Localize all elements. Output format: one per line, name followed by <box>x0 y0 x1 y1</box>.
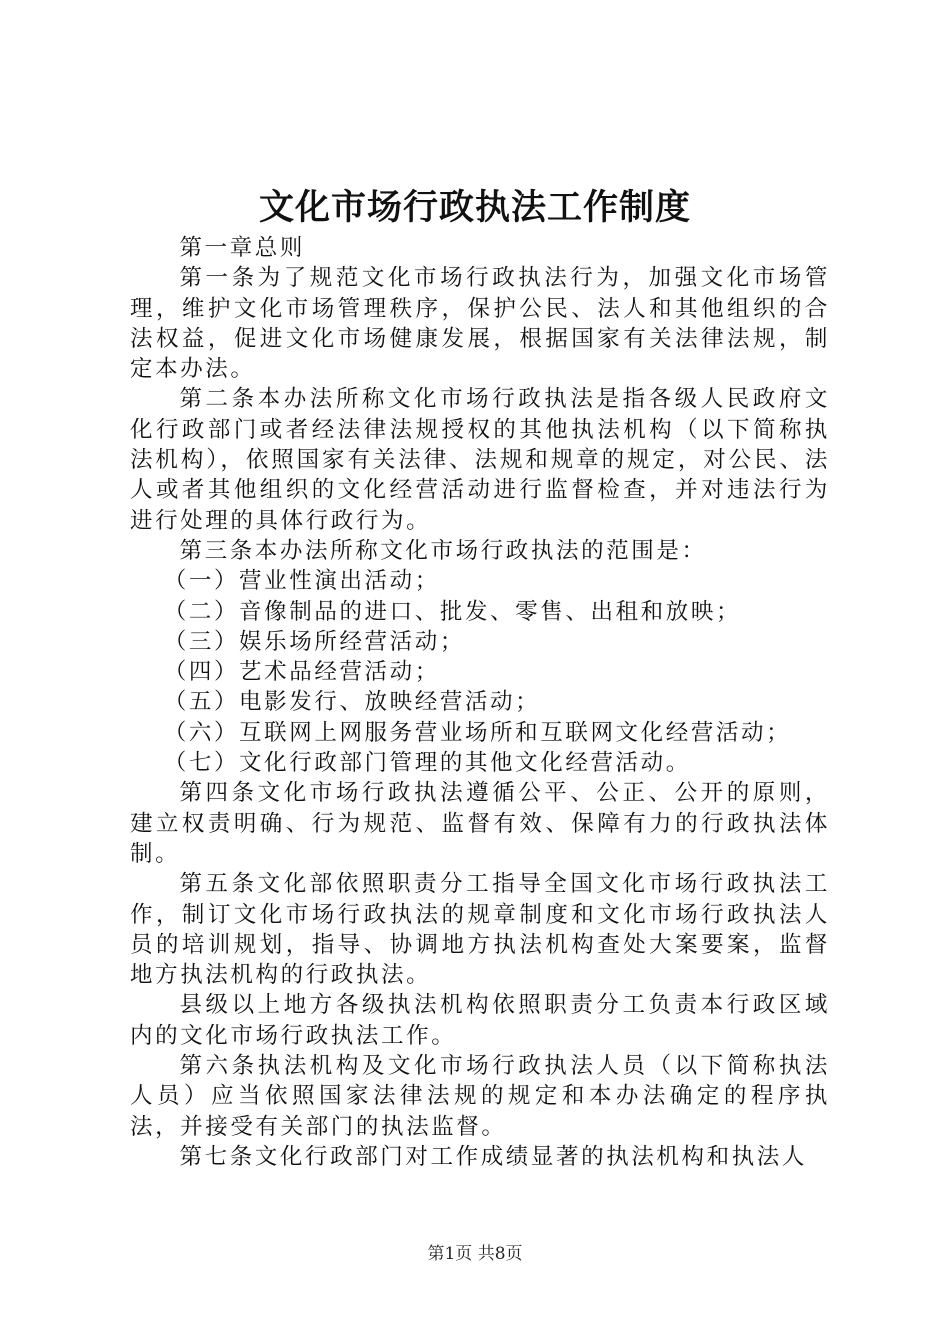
list-item-4: （四）艺术品经营活动； <box>163 659 440 686</box>
article-1: 第一条为了规范文化市场行政执法行为，加强文化市场管理，维护文化市场管理秩序，保护公民、法人和其他组织的合法权益，促进文化市场健康发展，根据国家有关法律法规，制定本办法。 <box>130 265 830 383</box>
article-4: 第四条文化市场行政执法遵循公平、公正、公开的原则，建立权责明确、行为规范、监督有效、保障有力的行政执法体制。 <box>130 780 830 867</box>
list-item-2: （二）音像制品的进口、批发、零售、出租和放映； <box>163 598 742 625</box>
list-item-1: （一）营业性演出活动； <box>163 568 440 595</box>
article-2: 第二条本办法所称文化市场行政执法是指各级人民政府文化行政部门或者经法律法规授权的其他执法机构（以下简称执法机构），依照国家有关法律、法规和规章的规定，对公民、法人或者其他组织的文化经营活动进行监督检查，并对违法行为进行处理的具体行政行为。 <box>130 386 830 534</box>
article-5-paragraph-2: 县级以上地方各级执法机构依照职责分工负责本行政区域内的文化市场行政执法工作。 <box>130 992 830 1049</box>
article-3: 第三条本办法所称文化市场行政执法的范围是： <box>179 537 707 564</box>
document-title: 文化市场行政执法工作制度 <box>258 188 691 228</box>
article-7: 第七条文化行政部门对工作成绩显著的执法机构和执法人 <box>179 1143 808 1170</box>
list-item-7: （七）文化行政部门管理的其他文化经营活动。 <box>163 750 691 777</box>
page-footer: 第1页 共8页 <box>427 1244 523 1264</box>
list-item-6: （六）互联网上网服务营业场所和互联网文化经营活动； <box>163 719 792 746</box>
chapter-heading: 第一章总则 <box>179 235 306 261</box>
list-item-3: （三）娱乐场所经营活动； <box>163 628 465 655</box>
article-6: 第六条执法机构及文化市场行政执法人员（以下简称执法人员）应当依照国家法律法规的规定和本办法确定的程序执法，并接受有关部门的执法监督。 <box>130 1053 830 1140</box>
list-item-5: （五）电影发行、放映经营活动； <box>163 689 541 716</box>
document-body <box>130 233 830 1172</box>
article-5: 第五条文化部依照职责分工指导全国文化市场行政执法工作，制订文化市场行政执法的规章制度和文化市场行政执法人员的培训规划，指导、协调地方执法机构查处大案要案，监督地方执法机构的行政执法。 <box>130 871 830 989</box>
